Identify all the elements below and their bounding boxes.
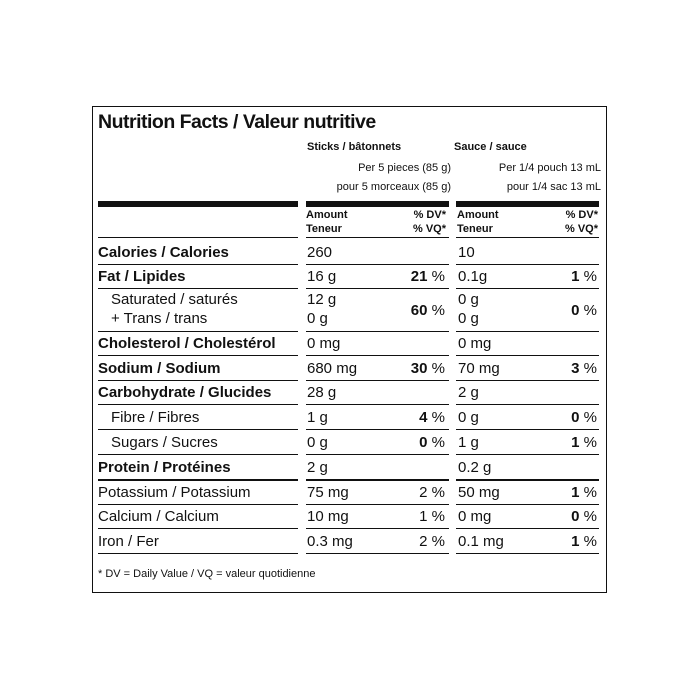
nutrient-row — [93, 529, 605, 554]
sauce-dv-percent — [571, 409, 597, 427]
percent-sign: % — [583, 360, 597, 377]
thick-rule-sticks — [306, 201, 449, 207]
sticks-dv-value: 30 — [410, 360, 428, 377]
sticks-dv-value: 0 — [419, 434, 428, 451]
sticks-dv-percent — [411, 302, 445, 320]
sauce-serving-fr: pour 1/4 sac 13 mL — [506, 181, 601, 193]
percent-sign: % — [431, 434, 445, 451]
nutrient-row — [93, 381, 605, 405]
sauce-dv-value: 1 — [571, 268, 580, 285]
row-divider — [98, 553, 298, 554]
sauce-amount: 70 mg — [458, 360, 500, 377]
sauce-dv-percent — [571, 533, 597, 551]
percent-sign: % — [431, 508, 445, 525]
sauce-serving-en: Per 1/4 pouch 13 mL — [498, 162, 601, 174]
nutrient-label: Sodium / Sodium — [98, 360, 221, 377]
sauce-dv-percent — [571, 434, 597, 452]
sticks-dv-value: 21 — [410, 268, 428, 285]
divider-labels-top — [98, 237, 298, 238]
sauce-dv-header: % DV* % VQ* — [564, 209, 598, 235]
sticks-dv-value: 2 — [419, 533, 428, 550]
sauce-amount: 0 g — [458, 409, 479, 426]
sticks-dv-percent — [419, 434, 445, 452]
sticks-dv-percent — [419, 508, 445, 526]
sticks-dv-value: 1 — [419, 508, 428, 525]
sauce-amount: 2 g — [458, 384, 479, 401]
nutrient-row — [93, 265, 605, 289]
percent-sign: % — [431, 533, 445, 550]
nutrient-row — [93, 430, 605, 455]
sticks-dv-percent — [419, 484, 445, 502]
sauce-heading: Sauce / sauce — [454, 141, 527, 153]
sticks-amount: 0.3 mg — [307, 533, 353, 550]
nutrient-label: Fat / Lipides — [98, 268, 186, 285]
nutrient-label: Carbohydrate / Glucides — [98, 384, 272, 401]
sauce-dv-percent — [571, 268, 597, 286]
percent-sign: % — [431, 360, 445, 377]
nutrient-row — [93, 480, 605, 505]
sauce-dv-percent — [571, 360, 597, 378]
sticks-dv-percent — [411, 360, 445, 378]
divider-sauce-top — [456, 237, 599, 238]
sticks-dv-value: 4 — [419, 409, 428, 426]
sticks-dv-percent — [419, 409, 445, 427]
nutrient-row — [93, 405, 605, 430]
sauce-amount: 0 g — [458, 291, 479, 308]
panel-title: Nutrition Facts / Valeur nutritive — [98, 111, 376, 133]
nutrition-facts-panel — [92, 106, 607, 593]
sauce-amount: 10 — [458, 244, 475, 261]
sauce-dv-percent — [571, 508, 597, 526]
sauce-dv-percent — [571, 484, 597, 502]
row-divider — [306, 553, 449, 554]
percent-sign: % — [583, 508, 597, 525]
thick-rule-labels — [98, 201, 298, 207]
sticks-amount: 1 g — [307, 409, 328, 426]
sticks-amount: 28 g — [307, 384, 337, 401]
percent-sign: % — [583, 302, 597, 319]
sauce-dv-value: 0 — [571, 409, 580, 426]
sticks-dv-value: 2 — [419, 484, 428, 501]
sticks-amount: 75 mg — [307, 484, 349, 501]
sauce-dv-percent — [571, 302, 597, 320]
percent-sign: % — [431, 268, 445, 285]
sauce-dv-value: 1 — [571, 533, 580, 550]
nutrient-label: Cholesterol / Cholestérol — [98, 335, 276, 352]
thick-rule-sauce — [456, 201, 599, 207]
nutrient-label: Sugars / Sucres — [111, 434, 218, 451]
sticks-dv-value: 60 — [410, 302, 428, 319]
sauce-amount: 0 mg — [458, 508, 492, 525]
nutrient-row — [93, 241, 605, 265]
nutrient-label: Iron / Fer — [98, 533, 159, 550]
percent-sign: % — [431, 484, 445, 501]
percent-sign: % — [431, 302, 445, 319]
sticks-amount-header: Amount Teneur — [306, 209, 348, 235]
nutrient-row — [93, 356, 605, 381]
nutrient-row — [93, 455, 605, 480]
sticks-amount: 0 g — [307, 434, 328, 451]
divider-sticks-top — [306, 237, 449, 238]
sauce-dv-value: 3 — [571, 360, 580, 377]
sauce-amount: 0.1 mg — [458, 533, 504, 550]
nutrient-row — [93, 289, 605, 332]
sticks-amount: 12 g — [307, 291, 337, 308]
sticks-heading: Sticks / bâtonnets — [307, 141, 402, 153]
sticks-serving-en: Per 5 pieces (85 g) — [358, 162, 451, 174]
sauce-amount-header: Amount Teneur — [457, 209, 499, 235]
sauce-dv-value: 1 — [571, 484, 580, 501]
sticks-amount: 0 mg — [307, 335, 341, 352]
percent-sign: % — [583, 409, 597, 426]
sticks-amount: 16 g — [307, 268, 337, 285]
sauce-amount-secondary: 0 g — [458, 310, 479, 327]
nutrient-label: Calcium / Calcium — [98, 508, 219, 525]
sauce-dv-value: 0 — [571, 302, 580, 319]
sticks-serving-fr: pour 5 morceaux (85 g) — [336, 181, 451, 193]
sticks-amount-secondary: 0 g — [307, 310, 328, 327]
sauce-amount: 0.2 g — [458, 459, 492, 476]
footnote: * DV = Daily Value / VQ = valeur quotidienne — [98, 568, 316, 580]
sticks-dv-header: % DV* % VQ* — [412, 209, 446, 235]
sticks-dv-percent — [411, 268, 445, 286]
sauce-amount: 50 mg — [458, 484, 500, 501]
sticks-amount: 2 g — [307, 459, 328, 476]
nutrient-label: Potassium / Potassium — [98, 484, 251, 501]
nutrient-label-secondary: + Trans / trans — [111, 310, 208, 327]
sauce-dv-value: 1 — [571, 434, 580, 451]
sticks-amount: 680 mg — [307, 360, 358, 377]
sticks-dv-percent — [419, 533, 445, 551]
nutrient-row — [93, 505, 605, 529]
nutrient-label: Fibre / Fibres — [111, 409, 200, 426]
percent-sign: % — [431, 409, 445, 426]
row-divider — [456, 553, 599, 554]
percent-sign: % — [583, 434, 597, 451]
percent-sign: % — [583, 533, 597, 550]
percent-sign: % — [583, 484, 597, 501]
sauce-dv-value: 0 — [571, 508, 580, 525]
sauce-amount: 0.1g — [458, 268, 488, 285]
sauce-amount: 1 g — [458, 434, 479, 451]
percent-sign: % — [583, 268, 597, 285]
nutrient-label: Calories / Calories — [98, 244, 229, 261]
nutrient-label: Protein / Protéines — [98, 459, 231, 476]
nutrient-row — [93, 332, 605, 356]
sauce-amount: 0 mg — [458, 335, 492, 352]
sticks-amount: 10 mg — [307, 508, 349, 525]
sticks-amount: 260 — [307, 244, 333, 261]
nutrient-label: Saturated / saturés — [111, 291, 238, 308]
